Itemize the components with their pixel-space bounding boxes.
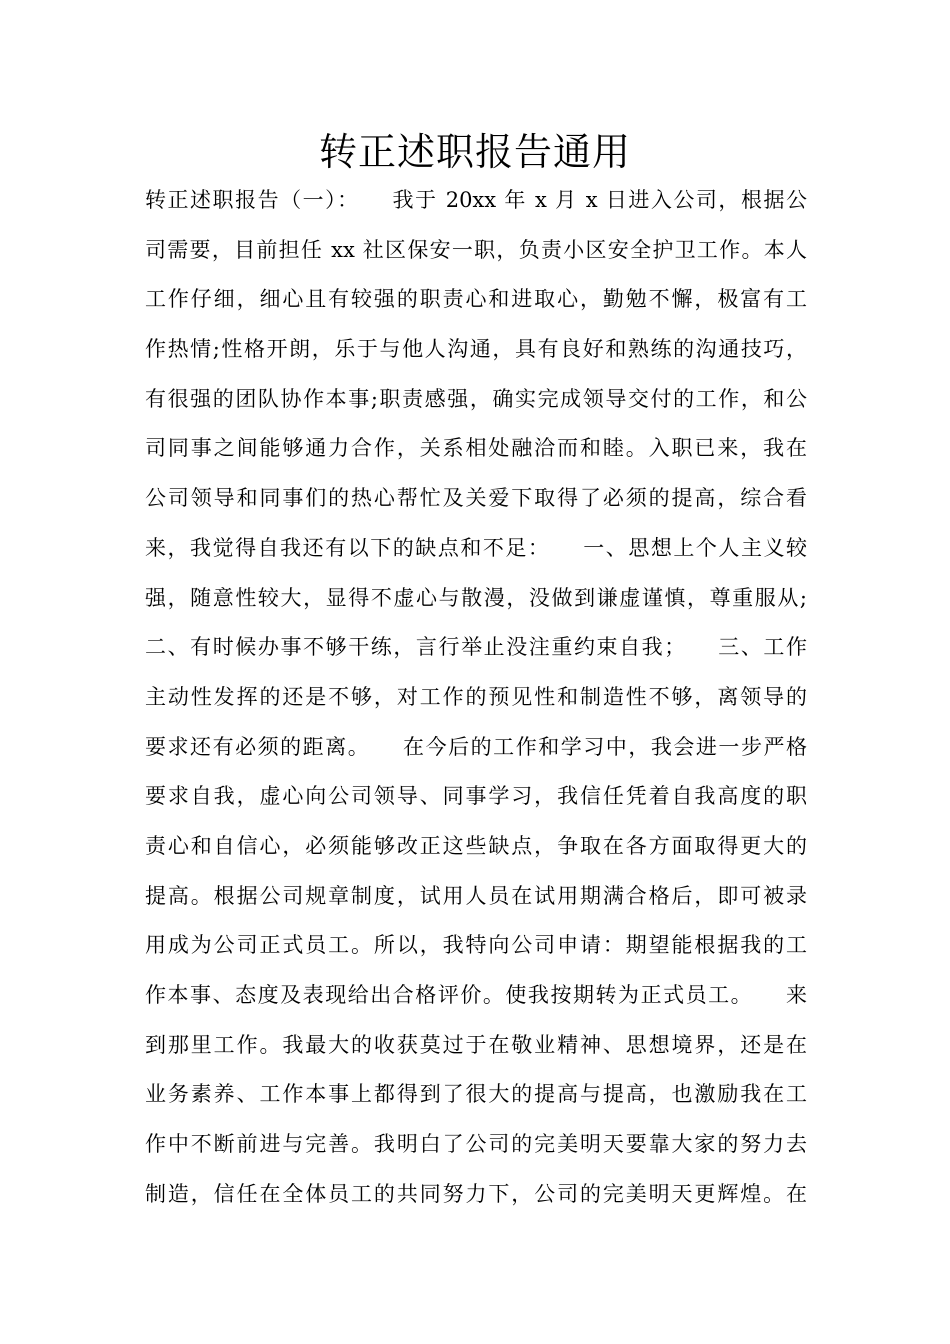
body-line: 主动性发挥的还是不够，对工作的预见性和制造性不够，离领导的 [145,684,807,709]
body-line: 要求自我，虚心向公司领导、同事学习，我信任凭着自我高度的职 [145,784,807,809]
document-body [145,176,807,1219]
document-title: 转正述职报告通用 [318,130,631,174]
body-line: 作中不断前进与完善。我明白了公司的完美明天要靠大家的努力去 [145,1132,807,1157]
body-line: 业务素养、工作本事上都得到了很大的提高与提高，也激励我在工 [145,1082,807,1107]
body-line: 到那里工作。我最大的收获莫过于在敬业精神、思想境界，还是在 [145,1032,807,1057]
body-line: 强，随意性较大，显得不虚心与散漫，没做到谦虚谨慎，尊重服从; [145,585,807,610]
body-line: 有很强的团队协作本事;职责感强，确实完成领导交付的工作，和公 [145,386,807,411]
body-line: 制造，信任在全体员工的共同努力下，公司的完美明天更辉煌。在 [145,1181,807,1206]
body-line: 公司领导和同事们的热心帮忙及关爱下取得了必须的提高，综合看 [145,486,807,511]
body-line: 工作仔细，细心且有较强的职责心和进取心，勤勉不懈，极富有工 [145,287,807,312]
body-line: 责心和自信心，必须能够改正这些缺点，争取在各方面取得更大的 [145,833,807,858]
body-line: 转正述职报告（一）： 我于 20xx 年 x 月 x 日进入公司，根据公 [145,188,807,212]
body-line: 作热情;性格开朗，乐于与他人沟通，具有良好和熟练的沟通技巧， [145,337,807,362]
body-line: 提高。根据公司规章制度，试用人员在试用期满合格后，即可被录 [145,883,807,908]
body-line: 要求还有必须的距离。 在今后的工作和学习中，我会进一步严格 [145,734,807,759]
body-line: 司需要，目前担任 xx 社区保安一职，负责小区安全护卫工作。本人 [145,237,807,262]
body-line: 司同事之间能够通力合作，关系相处融洽而和睦。入职已来，我在 [145,436,807,461]
body-line: 作本事、态度及表现给出合格评价。使我按期转为正式员工。 来 [145,983,807,1007]
body-line: 来，我觉得自我还有以下的缺点和不足： 一、思想上个人主义较 [145,535,807,560]
body-line: 二、有时候办事不够干练，言行举止没注重约束自我； 三、工作 [145,635,807,660]
body-line: 用成为公司正式员工。所以，我特向公司申请：期望能根据我的工 [145,933,807,958]
